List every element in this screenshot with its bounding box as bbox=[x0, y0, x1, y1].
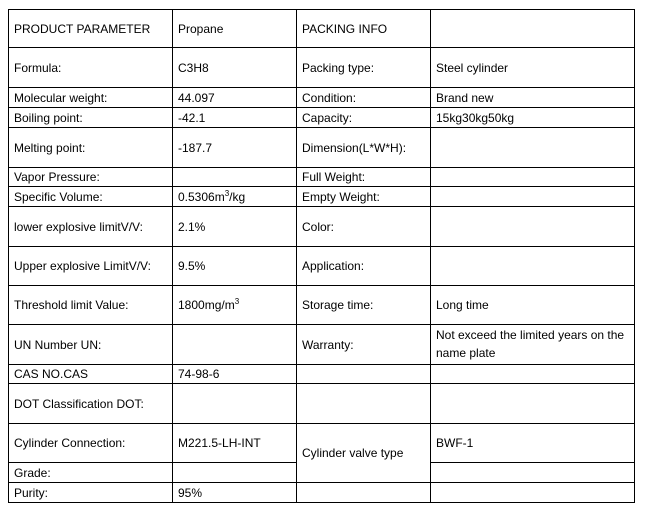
dot-row-pack-label bbox=[297, 384, 431, 424]
purity-label: Purity: bbox=[9, 483, 173, 503]
grade-value bbox=[173, 463, 297, 483]
condition-label: Condition: bbox=[297, 88, 431, 108]
boiling-point-value: -42.1 bbox=[173, 108, 297, 128]
lower-explosive-limit-label: lower explosive limitV/V: bbox=[9, 207, 173, 247]
table-row bbox=[9, 424, 635, 463]
table-row bbox=[9, 168, 635, 187]
table-row bbox=[9, 88, 635, 108]
warranty-label: Warranty: bbox=[297, 325, 431, 365]
formula-label: Formula: bbox=[9, 48, 173, 88]
dot-row-pack-value bbox=[431, 384, 635, 424]
dot-classification-value bbox=[173, 384, 297, 424]
cylinder-valve-type-label: Cylinder valve type bbox=[297, 424, 431, 483]
purity-row-pack-value bbox=[431, 483, 635, 503]
molecular-weight-value: 44.097 bbox=[173, 88, 297, 108]
threshold-limit-label: Threshold limit Value: bbox=[9, 286, 173, 325]
boiling-point-label: Boiling point: bbox=[9, 108, 173, 128]
upper-explosive-limit-label: Upper explosive LimitV/V: bbox=[9, 247, 173, 286]
application-label: Application: bbox=[297, 247, 431, 286]
cylinder-valve-type-value: BWF-1 bbox=[431, 424, 635, 463]
warranty-value: Not exceed the limited years on the name plate bbox=[431, 325, 635, 365]
specific-volume-value: $0.5306m^3/kg$ bbox=[173, 187, 297, 207]
packing-type-label: Packing type: bbox=[297, 48, 431, 88]
condition-value: Brand new bbox=[431, 88, 635, 108]
purity-row-pack-label bbox=[297, 483, 431, 503]
vapor-pressure-label: Vapor Pressure: bbox=[9, 168, 173, 187]
product-name-header: Propane bbox=[173, 10, 297, 48]
lower-explosive-limit-value: 2.1% bbox=[173, 207, 297, 247]
storage-time-value: Long time bbox=[431, 286, 635, 325]
melting-point-label: Melting point: bbox=[9, 128, 173, 168]
cas-number-value: 74-98-6 bbox=[173, 365, 297, 384]
specific-volume-label: Specific Volume: bbox=[9, 187, 173, 207]
vapor-pressure-value bbox=[173, 168, 297, 187]
grade-label: Grade: bbox=[9, 463, 173, 483]
full-weight-label: Full Weight: bbox=[297, 168, 431, 187]
empty-weight-value bbox=[431, 187, 635, 207]
product-parameter-header: PRODUCT PARAMETER bbox=[9, 10, 173, 48]
application-value bbox=[431, 247, 635, 286]
dot-classification-label: DOT Classification DOT: bbox=[9, 384, 173, 424]
table-row bbox=[9, 108, 635, 128]
table-row bbox=[9, 247, 635, 286]
table-row bbox=[9, 325, 635, 365]
empty-weight-label: Empty Weight: bbox=[297, 187, 431, 207]
table-row bbox=[9, 286, 635, 325]
un-number-label: UN Number UN: bbox=[9, 325, 173, 365]
table-row bbox=[9, 207, 635, 247]
cas-number-label: CAS NO.CAS bbox=[9, 365, 173, 384]
threshold-limit-value: $1800mg/m^3$ bbox=[173, 286, 297, 325]
cylinder-connection-value: M221.5-LH-INT bbox=[173, 424, 297, 463]
storage-time-label: Storage time: bbox=[297, 286, 431, 325]
un-number-value bbox=[173, 325, 297, 365]
dimension-label: Dimension(L*W*H): bbox=[297, 128, 431, 168]
cas-row-pack-value bbox=[431, 365, 635, 384]
table-row bbox=[9, 365, 635, 384]
cylinder-connection-label: Cylinder Connection: bbox=[9, 424, 173, 463]
purity-value: 95% bbox=[173, 483, 297, 503]
packing-type-value: Steel cylinder bbox=[431, 48, 635, 88]
grade-row-pack-value bbox=[431, 463, 635, 483]
table-row bbox=[9, 128, 635, 168]
table-row bbox=[9, 483, 635, 503]
dimension-value bbox=[431, 128, 635, 168]
table-row bbox=[9, 48, 635, 88]
molecular-weight-label: Molecular weight: bbox=[9, 88, 173, 108]
product-spec-table bbox=[8, 9, 635, 503]
full-weight-value bbox=[431, 168, 635, 187]
packing-info-header: PACKING INFO bbox=[297, 10, 431, 48]
cas-row-pack-label bbox=[297, 365, 431, 384]
table-row bbox=[9, 187, 635, 207]
capacity-label: Capacity: bbox=[297, 108, 431, 128]
table-row bbox=[9, 384, 635, 424]
color-label: Color: bbox=[297, 207, 431, 247]
color-value bbox=[431, 207, 635, 247]
upper-explosive-limit-value: 9.5% bbox=[173, 247, 297, 286]
table-header-row bbox=[9, 10, 635, 48]
formula-value: C3H8 bbox=[173, 48, 297, 88]
packing-info-value bbox=[431, 10, 635, 48]
capacity-value: 15kg30kg50kg bbox=[431, 108, 635, 128]
melting-point-value: -187.7 bbox=[173, 128, 297, 168]
